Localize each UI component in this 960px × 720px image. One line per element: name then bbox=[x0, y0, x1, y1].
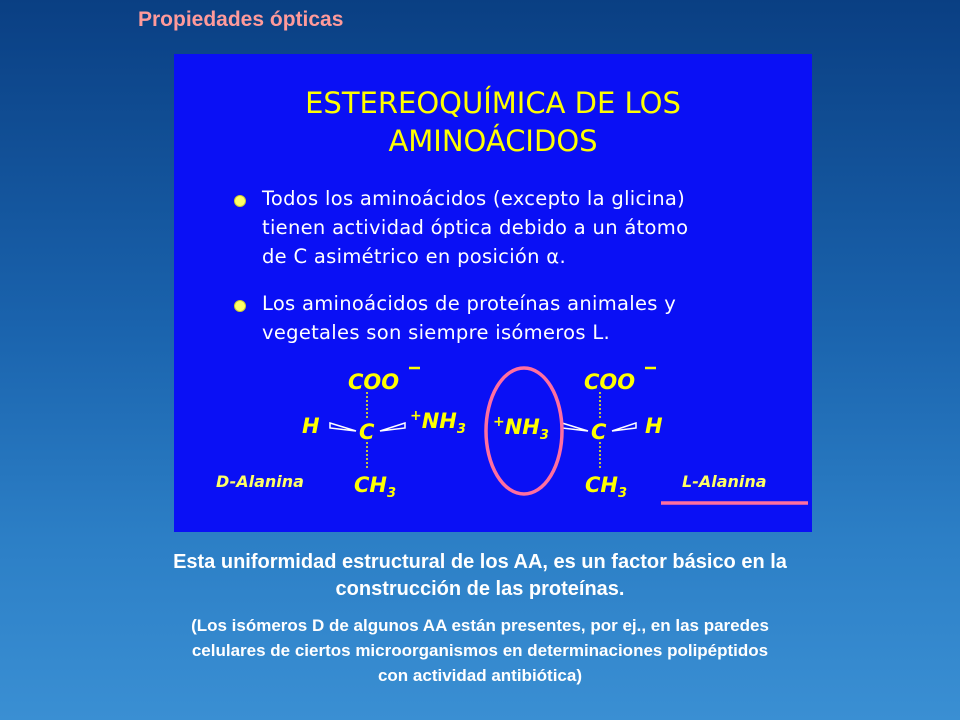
bullet-line: Todos los aminoácidos (excepto la glicina) bbox=[262, 187, 686, 210]
d-ch3: $CH_3$ bbox=[354, 473, 397, 502]
wedge-l-left bbox=[562, 423, 588, 431]
d-coo: COO bbox=[348, 370, 400, 394]
footer-note bbox=[20, 613, 940, 688]
heading-line-1: ESTEREOQUÍMICA DE LOS bbox=[305, 86, 681, 120]
l-h: H bbox=[645, 414, 663, 438]
wedge-d-left bbox=[330, 423, 356, 431]
footer-note-line: celulares de ciertos microorganismos en determinaciones polipéptidos bbox=[191, 641, 769, 660]
d-c: C bbox=[359, 420, 375, 444]
l-c: C bbox=[591, 420, 607, 444]
d-nh3: $^+NH_3$ bbox=[410, 408, 466, 438]
bullet-line: de C asimétrico en posición α. bbox=[262, 245, 566, 268]
bullet-line: Los aminoácidos de proteínas animales y bbox=[262, 292, 677, 315]
heading-line-2: AMINOÁCIDOS bbox=[388, 124, 598, 158]
wedge-l-right bbox=[612, 423, 636, 431]
d-alanine-label: D-Alanina bbox=[216, 472, 304, 491]
l-nh3: $^+NH_3$ bbox=[493, 414, 549, 444]
footer-main-line: Esta uniformidad estructural de los AA, es un factor básico en la bbox=[173, 551, 787, 573]
l-coo: COO bbox=[584, 370, 636, 394]
footer-note-line: (Los isómeros D de algunos AA están presentes, por ej., en las paredes bbox=[191, 616, 769, 635]
d-h: H bbox=[302, 414, 320, 438]
slide-title: Propiedades ópticas bbox=[138, 8, 344, 31]
bullet-line: vegetales son siempre isómeros L. bbox=[262, 321, 610, 344]
footer-main-line: construcción de las proteínas. bbox=[335, 578, 625, 600]
bullet-line: tienen actividad óptica debido a un átomo bbox=[262, 216, 689, 239]
wedge-d-right bbox=[380, 423, 405, 431]
l-alanine-label: L-Alanina bbox=[682, 472, 767, 491]
footer-main bbox=[20, 549, 940, 603]
footer-note-line: con actividad antibiótica) bbox=[377, 666, 583, 685]
l-ch3: $CH_3$ bbox=[585, 473, 628, 502]
